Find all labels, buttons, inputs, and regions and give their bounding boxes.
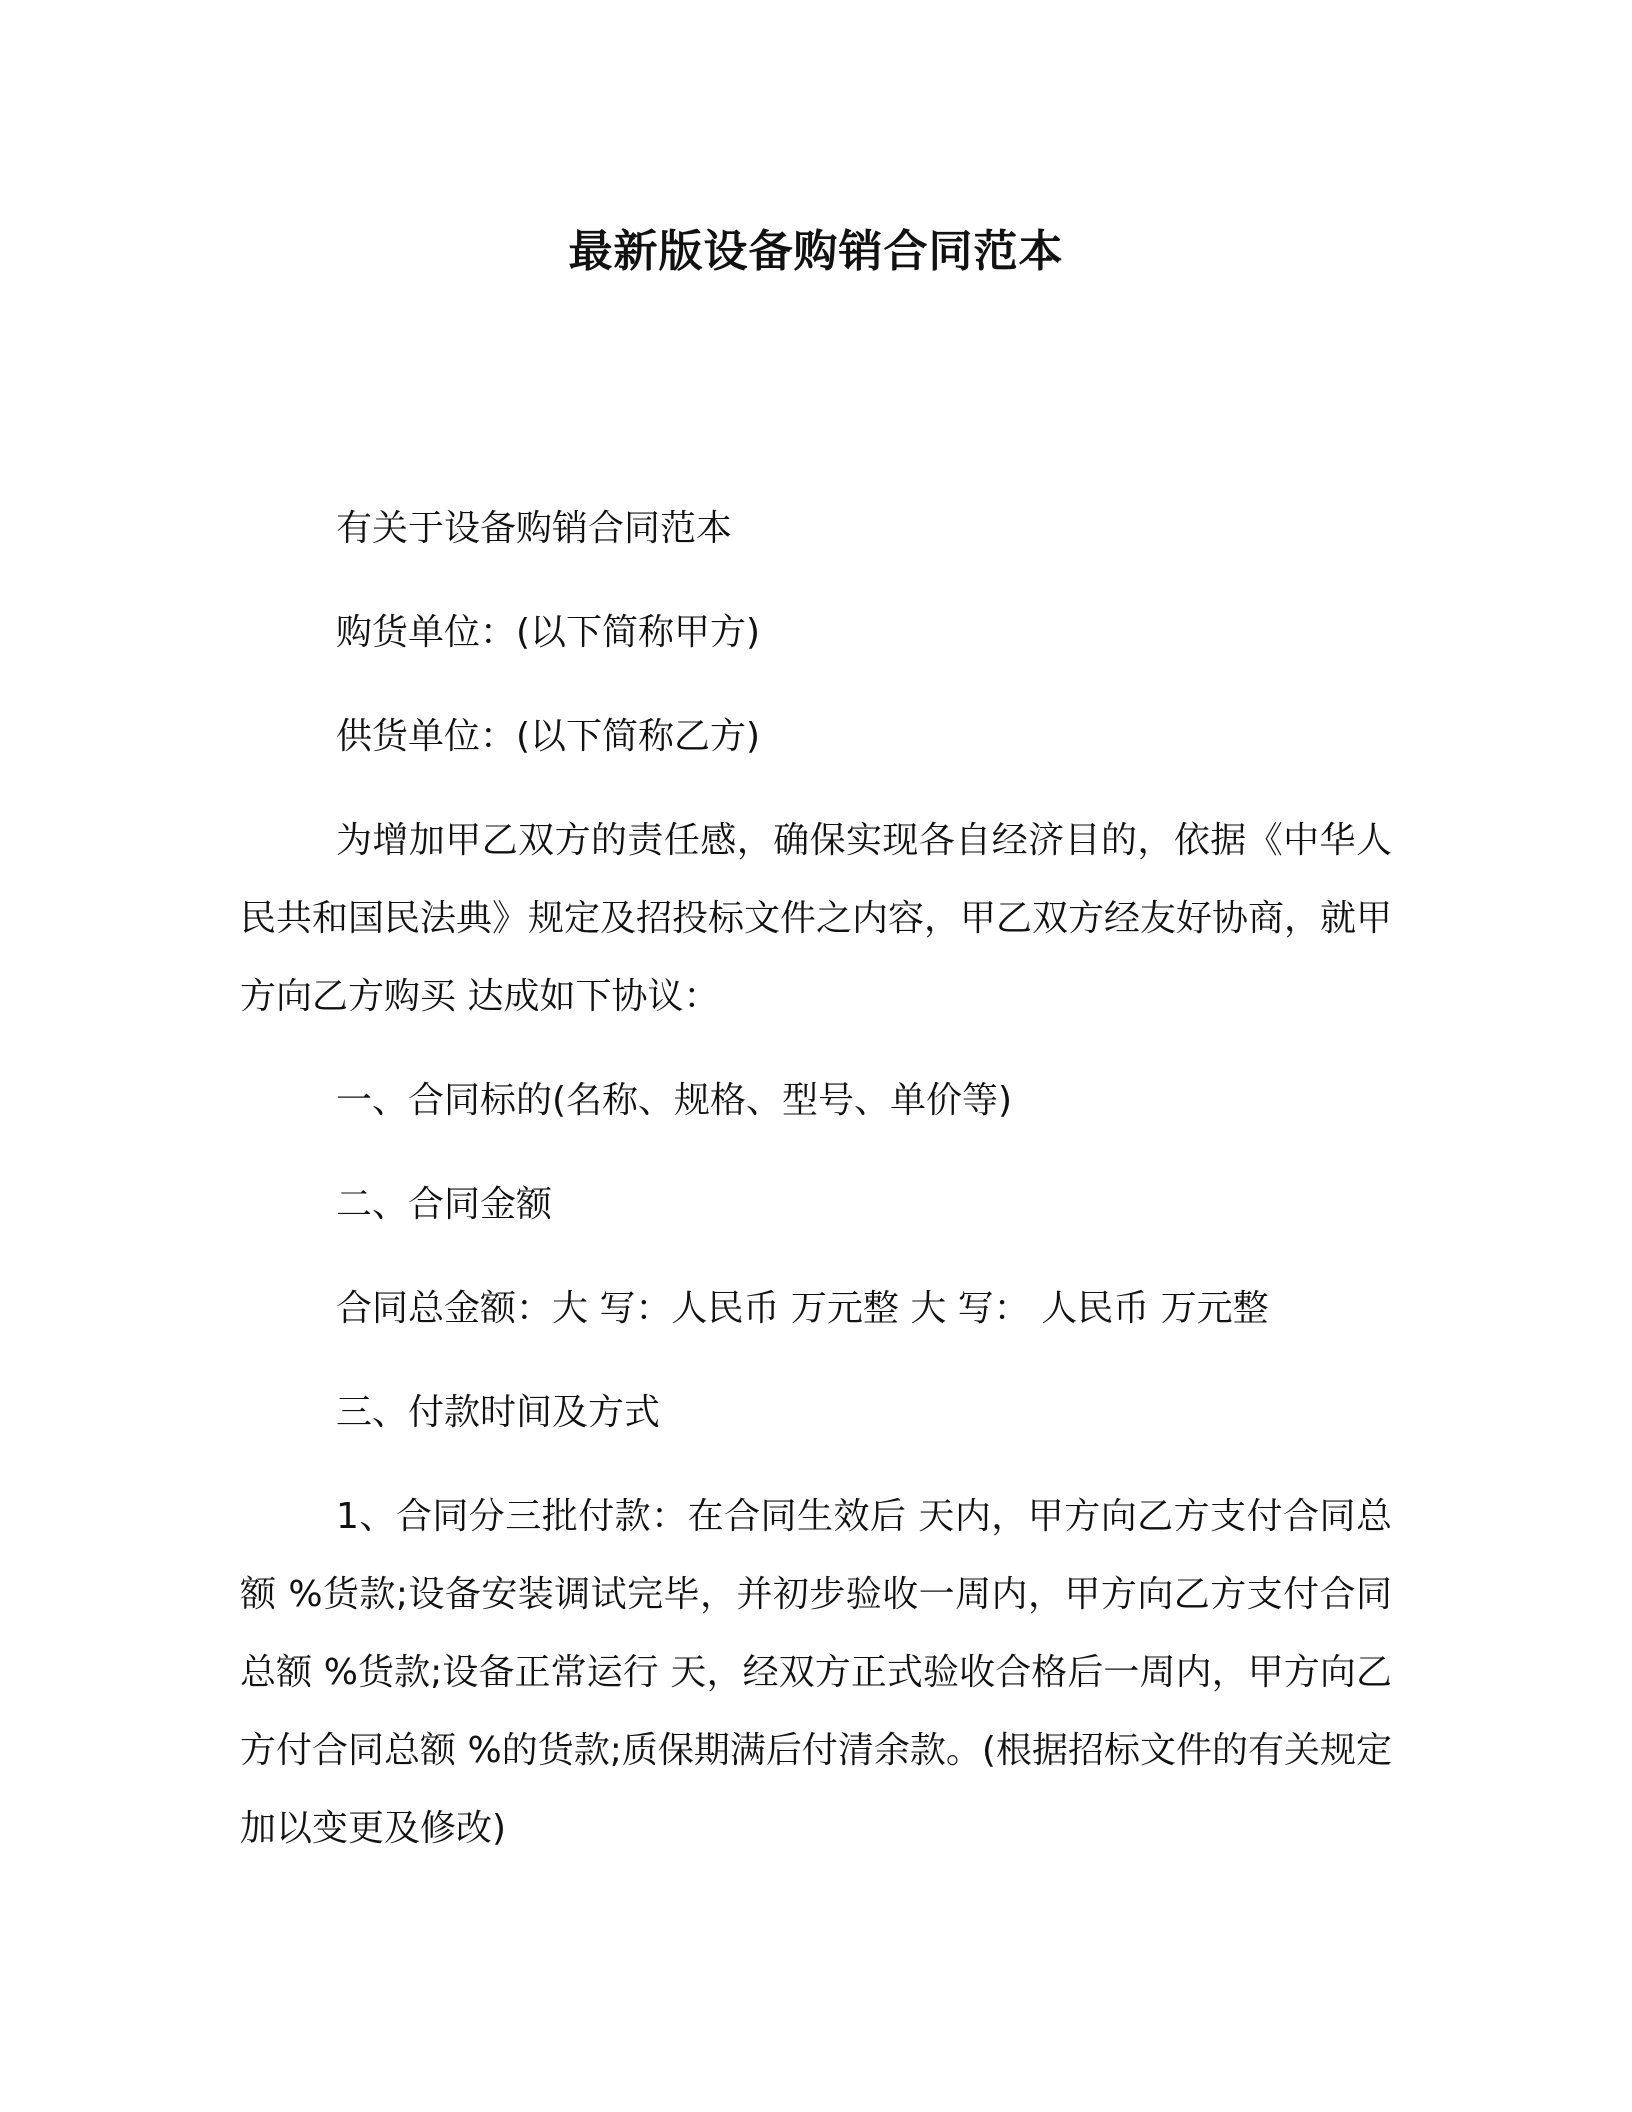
paragraph-payment-terms: 1、合同分三批付款：在合同生效后 天内，甲方向乙方支付合同总额 %货款;设备安装调试完毕，并初步验收一周内，甲方向乙方支付合同总额 %货款;设备正常运行 天，经双方正式验收合格后一周内，甲方向乙方付合同总额 %的货款;质保期满后付清余款。(根据招标文件的有关规定加以变更及修改) [240, 1496, 1392, 1849]
paragraph-supplier: 供货单位：(以下简称乙方) [336, 716, 761, 757]
paragraph-section-1-heading: 一、合同标的(名称、规格、型号、单价等) [336, 1080, 1013, 1121]
paragraph-preamble: 为增加甲乙双方的责任感，确保实现各自经济目的，依据《中华人民共和国民法典》规定及招投标文件之内容，甲乙双方经友好协商，就甲方向乙方购买 达成如下协议： [240, 820, 1393, 1017]
paragraph-section-3-heading: 三、付款时间及方式 [336, 1392, 661, 1433]
paragraph-subtitle: 有关于设备购销合同范本 [336, 508, 733, 549]
document-title: 最新版设备购销合同范本 [568, 226, 1064, 277]
paragraph-total-amount: 合同总金额：大 写：人民币 万元整 大 写： 人民币 万元整 [336, 1288, 1269, 1329]
document-body [240, 490, 1392, 1894]
paragraph-section-2-heading: 二、合同金额 [336, 1184, 553, 1225]
paragraph-buyer: 购货单位：(以下简称甲方) [336, 612, 761, 653]
